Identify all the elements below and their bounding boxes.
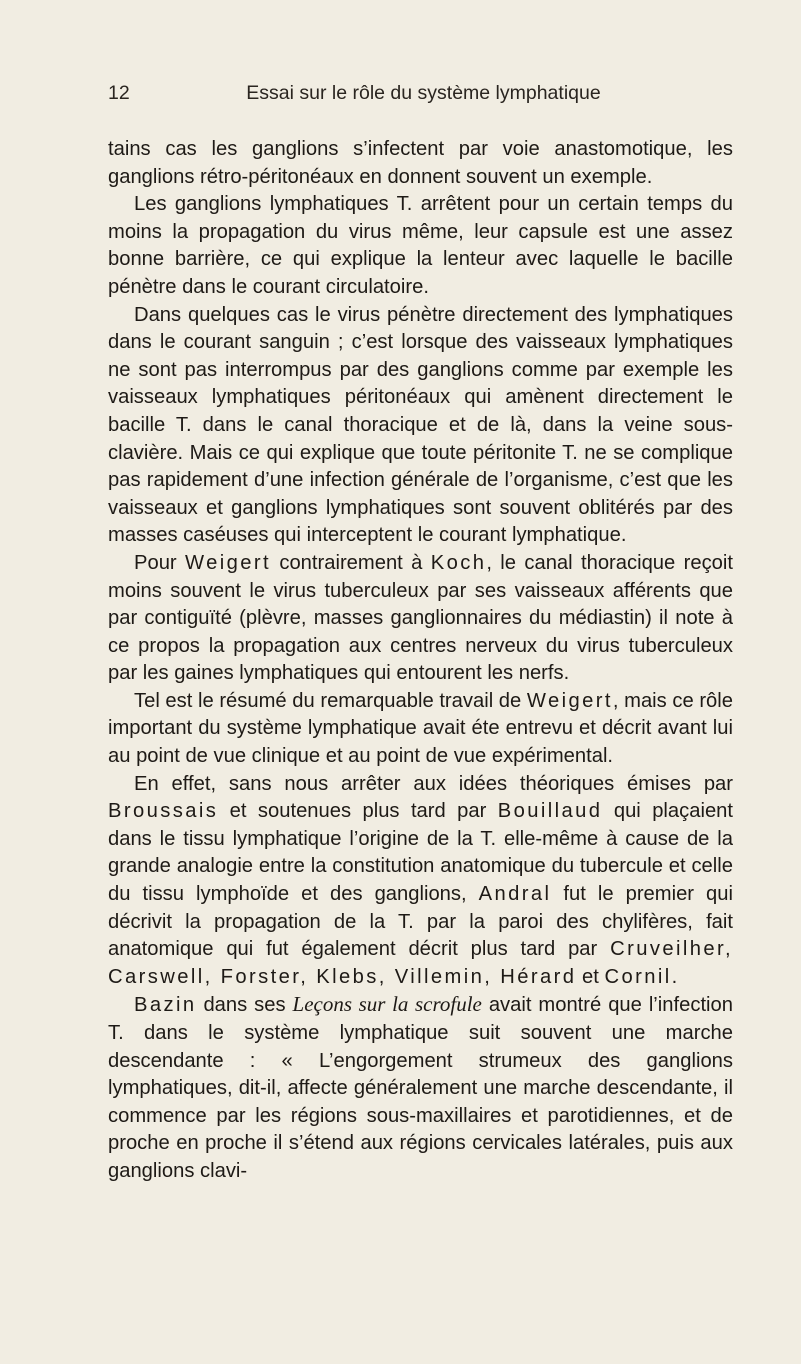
paragraph-2-text: Les ganglions lymphatiques T. arrêtent pour un certain temps du moins la propagation du virus même, leur capsule est une assez bonne barrière, ce qui explique la lenteur avec laquelle le bacille pénètre dans le courant circulatoire. [108, 193, 733, 298]
paragraph-6 [108, 771, 733, 992]
author-name-cornil: Cornil [604, 965, 672, 988]
paragraph-5 [108, 688, 733, 771]
author-name-weigert: Weigert [185, 551, 271, 574]
paragraph-6-mid-2: qui plaçaient dans le tissu lymphatique l’origine de la T. elle-même à cause de la grande analogie entre la constitution anatomique du tubercule et celle du tissu lymphoïde et des ganglions, [108, 800, 734, 906]
author-name-weigert-2: Weigert [526, 689, 613, 712]
book-title-italic: Leçons sur la scrofule [292, 992, 482, 1017]
paragraph-1-text: tains cas les ganglions s’infectent par voie anastomotique, les ganglions rétro-péritonéaux en donnent souvent un exemple. [108, 138, 733, 188]
paragraph-6-post: fut le premier qui décrivit la propagation de la T. par la paroi des chylifères, fait anatomique qui fut également décrit plus tard par [108, 883, 733, 961]
paragraph-6-mid-1: et soutenues plus tard par [218, 800, 498, 823]
paragraph-3 [108, 302, 733, 550]
paragraph-5-post: , mais ce rôle important du système lymphatique avait éte entrevu et décrit avant lui au point de vue clinique et au point de vue expérimental. [108, 689, 733, 768]
paragraph-4-post: , le canal thoracique reçoit moins souvent le virus tuberculeux par ses vaisseaux afférents que par contiguïté (plèvre, masses ganglionnaires du médiastin) il note à ce propos la propagation aux centres nerveux du virus tuberculeux par les gaines lymphatiques qui entourent les nerfs. [108, 551, 733, 685]
author-names-list: Cruveilher, Carswell, Forster, Klebs, Villemin, Hérard [108, 938, 733, 988]
paragraph-6-mid-4: et [576, 965, 605, 988]
paragraph-2 [108, 191, 733, 301]
paragraph-4-mid: contrairement à [271, 551, 431, 574]
paragraph-7-post: avait montré que l’infection T. dans le système lymphatique suit souvent une marche descendante : « L’engorgement strumeux des ganglions lymphatiques, dit-il, affecte généralement une marche descendante, il commence par les régions sous-maxillaires et parotidiennes, et de proche en proche il s’étend aux régions cervicales latérales, puis aux ganglions clavi- [108, 994, 733, 1182]
body-text [108, 136, 733, 1186]
paragraph-6-end: . [671, 965, 678, 988]
author-name-andral: Andral [478, 883, 552, 906]
page-number: 12 [108, 82, 130, 104]
paragraph-4 [108, 550, 733, 688]
paragraph-3-text: Dans quelques cas le virus pénètre directement des lymphatiques dans le courant sanguin ; c’est lorsque des vaisseaux lymphatiques ne sont pas interrompus par des ganglions comme par exemple les vaisseaux lymphatiques péritonéaux qui amènent directement le bacille T. dans le canal thoracique et de là, dans la veine sous-clavière. Mais ce qui explique que toute péritonite T. ne se complique pas rapidement d’une infection générale de l’organisme, c’est que les vaisseaux et ganglions lymphatiques sont souvent oblitérés par des masses caséuses qui interceptent le courant lymphatique. [108, 303, 733, 547]
paragraph-5-pre: Tel est le résumé du remarquable travail de [134, 689, 527, 712]
author-name-broussais: Broussais [108, 800, 219, 823]
paragraph-4-pre: Pour [134, 551, 185, 574]
paragraph-7-pre: dans ses [196, 994, 293, 1017]
author-name-bouillaud: Bouillaud [497, 800, 603, 823]
paragraph-1 [108, 136, 733, 191]
paragraph-6-pre: En effet, sans nous arrêter aux idées théoriques émises par [134, 772, 733, 795]
running-title: Essai sur le rôle du système lymphatique [246, 82, 601, 104]
paragraph-7 [108, 991, 733, 1185]
running-header [108, 82, 731, 110]
author-name-koch: Koch [430, 551, 487, 574]
author-name-bazin: Bazin [134, 994, 197, 1017]
